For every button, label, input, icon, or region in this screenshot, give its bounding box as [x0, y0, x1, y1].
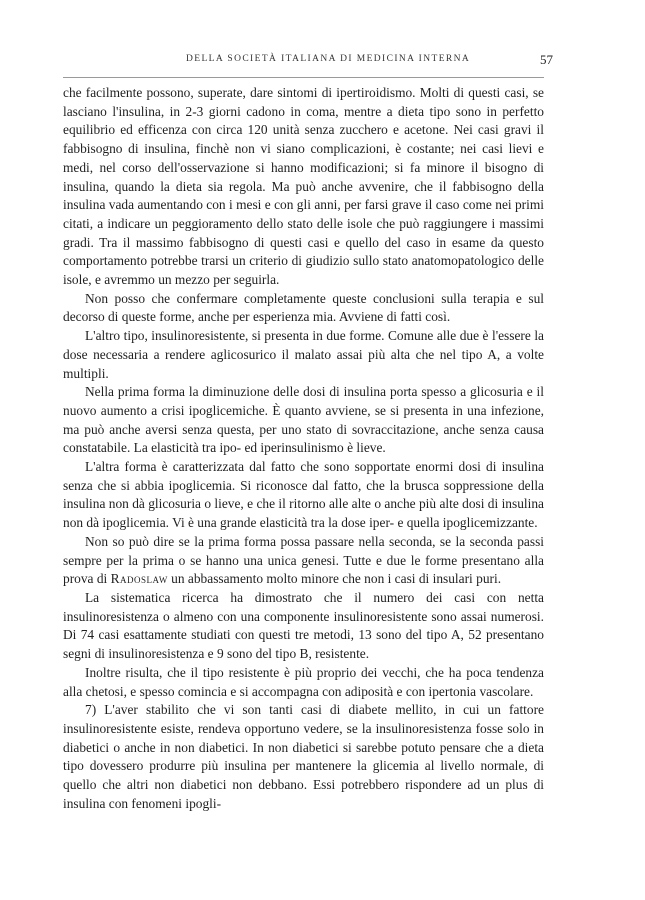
body-text [63, 84, 544, 813]
paragraph-8: Inoltre risulta, che il tipo resistente è più proprio dei vecchi, che ha poca tendenza alla chetosi, e spesso comincia e si accompagna con adiposità e con ipertonia vascolare. [63, 664, 544, 699]
paragraph-7: La sistematica ricerca ha dimostrato che il numero dei casi con netta insulinoresistenza o almeno con una componente insulinoresistente sono assai numerosi. Di 74 casi esattamente studiati con questi tre metodi, 13 sono del tipo A, 52 presentano segni di insulinoresistenza e 9 sono del tipo B, resistente. [63, 589, 544, 662]
paragraph-6-text-after: un abbassamento molto minore che non i casi di insulari puri. [167, 571, 502, 587]
header-rule [63, 77, 544, 78]
author-name-radoslaw: Radoslaw [110, 571, 168, 587]
paragraph-6-text-before: Non so può dire se la prima forma possa passare nella seconda, se la seconda passi sempre per la prima o se hanno una unica genesi. Tutte e due le forme presentano alla prova di [63, 533, 544, 587]
paragraph-9: 7) L'aver stabilito che vi son tanti casi di diabete mellito, in cui un fattore insulinoresistente esiste, rendeva opportuno vedere, se la insulinoresistenza fosse solo in diabetici o anche in non diabetici. In non diabetici si sarebbe potuto pensare che a dieta tipo dovessero produrre più insulina per mantenere la glicemia al livello normale, di quello che altri non diabetici non debbano. Essi potrebbero rispondere ad un plus di insulina con fenomeni ipogli- [63, 702, 544, 811]
running-head: DELLA SOCIETÀ ITALIANA DI MEDICINA INTERNA [186, 54, 471, 64]
page-number: 57 [540, 52, 553, 67]
paragraph-5: L'altra forma è caratterizzata dal fatto che sono sopportate enormi dosi di insulina senza che si abbia ipoglicemia. Si riconosce dal fatto, che la brusca soppressione della insulina non dà glicosuria o lieve, e che il ritorno alle alte o anche più alte dosi di insulina non dà ipoglicemia. Vi è una grande elasticità tra la dose iper- e quella ipoglicemizzante. [63, 459, 544, 531]
paragraph-2: Non posso che confermare completamente queste conclusioni sulla terapia e sul decorso di queste forme, anche per esperienza mia. Avviene di fatti così. [63, 290, 544, 325]
paragraph-1: che facilmente possono, superate, dare sintomi di ipertiroidismo. Molti di questi casi, se lasciano l'insulina, in 2-3 giorni cadono in coma, mentre a dieta tipo sono in perfetto equilibrio ed efficenza con circa 120 unità senza zucchero e acetone. Nei casi gravi il fabbisogno di insulina, finchè non vi siano complicazioni, è costante; nei casi lievi e medi, nel corso dell'osservazione si hanno modificazioni; si fa minore il bisogno di insulina, quando la dieta sia regola. Ma può anche avvenire, che il fabbisogno della insulina vada aumentando con i mesi e con gli anni, per farsi grave il caso come nei primi citati, a indicare un peggioramento dello stato delle isole che può raggiungere i massimi gradi. Tra il massimo fabbisogno di questi casi e quello del caso in esame da questo comportamento potrebbe trarsi un criterio di giudizio sullo stato anatomopatologico delle isole, e avremmo un mezzo per seguirla. [63, 85, 544, 288]
paragraph-4: Nella prima forma la diminuzione delle dosi di insulina porta spesso a glicosuria e il nuovo aumento a crisi ipoglicemiche. È quanto avviene, se si presenta in una infezione, ma può anche aversi senza questa, per uno stato di sovraccitazione, anche senza causa constatabile. La elasticità tra ipo- ed iperinsulinismo è lieve. [63, 384, 544, 456]
paragraph-6 [63, 533, 544, 589]
page-header [68, 54, 553, 72]
paragraph-3: L'altro tipo, insulinoresistente, si presenta in due forme. Comune alle due è l'essere la dose necessaria a rendere aglicosurico il malato assai più alta che nel tipo A, a volte multipli. [63, 328, 544, 381]
